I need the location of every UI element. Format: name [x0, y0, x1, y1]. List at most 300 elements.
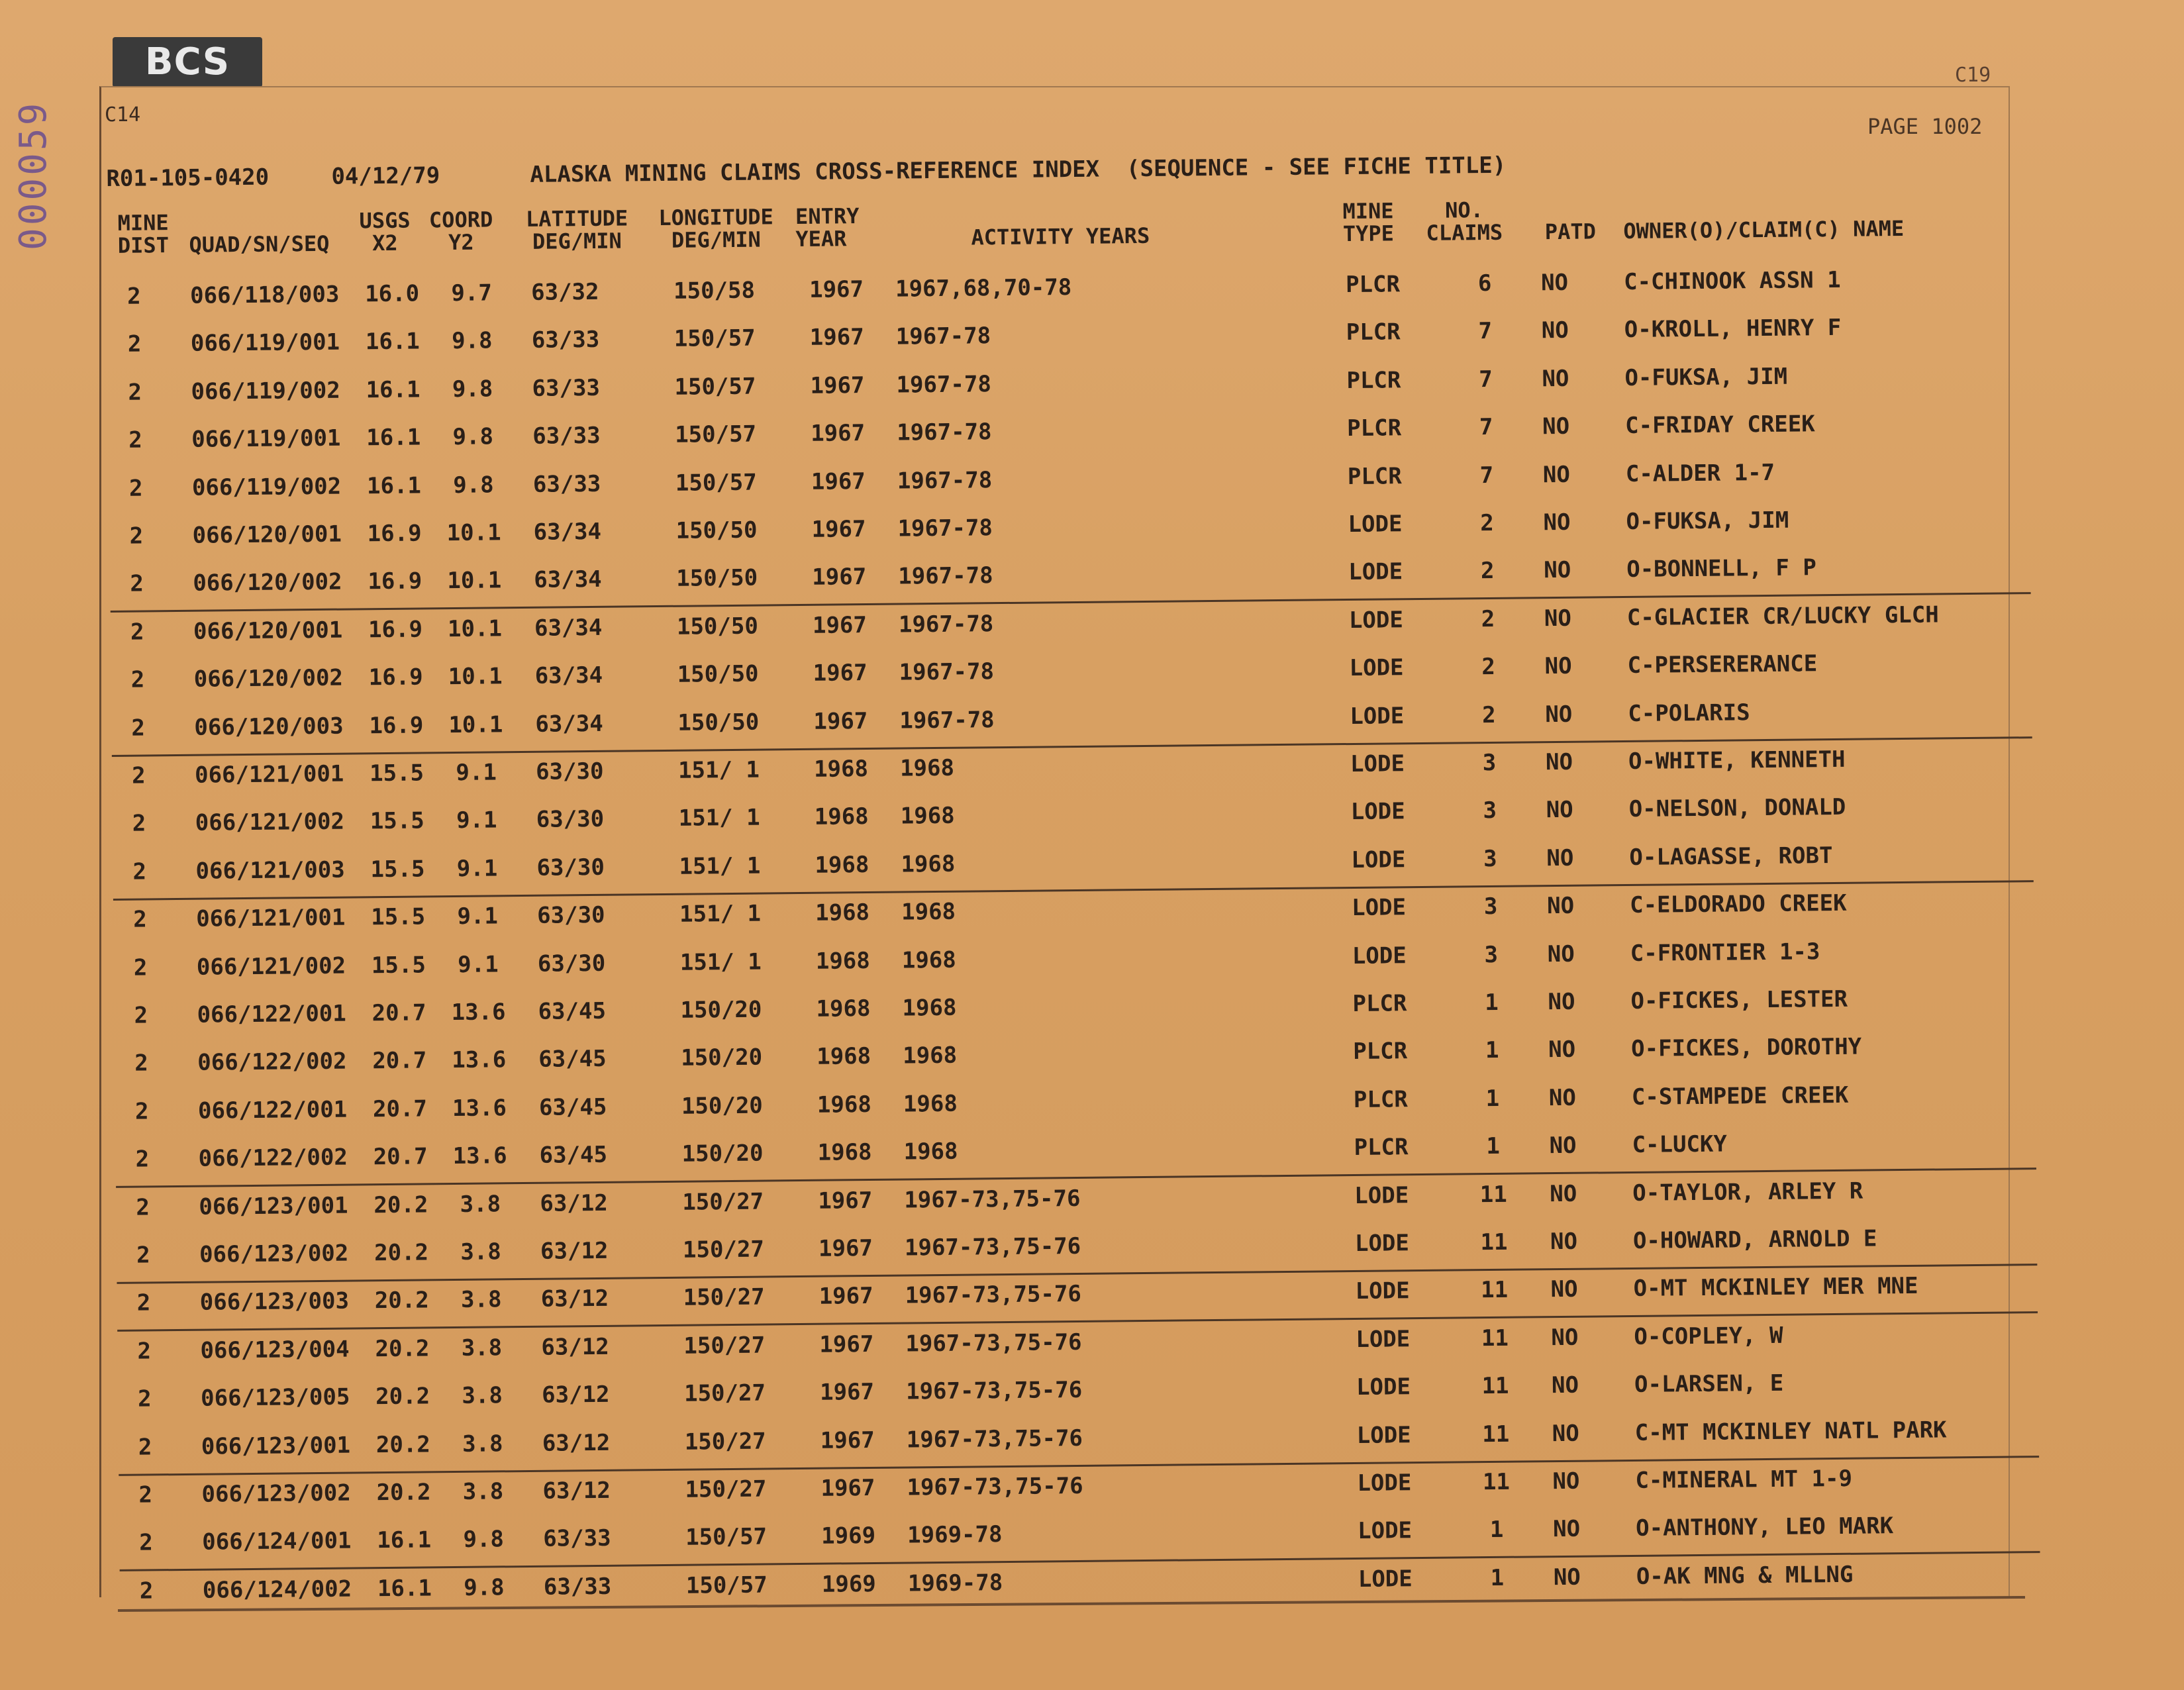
cell-quad: 066/119/001 — [191, 424, 341, 453]
cell-longitude: 150/57 — [673, 324, 756, 353]
cell-longitude: 150/57 — [675, 421, 757, 448]
cell-owner-name: C-ALDER 1-7 — [1625, 459, 1775, 487]
cell-y2: 10.1 — [446, 519, 501, 547]
cell-mine-dist: 2 — [138, 1434, 152, 1461]
cell-mine-dist: 2 — [129, 522, 144, 550]
cell-x2: 20.2 — [374, 1287, 429, 1315]
cell-x2: 15.5 — [369, 760, 424, 787]
cell-x2: 20.7 — [372, 1095, 428, 1122]
cell-entry-year: 1967 — [813, 707, 868, 735]
cell-activity-years: 1967-78 — [897, 466, 993, 495]
cell-quad: 066/123/003 — [199, 1287, 350, 1317]
cell-latitude: 63/12 — [541, 1381, 610, 1409]
cell-no-claims: 3 — [1483, 797, 1497, 824]
cell-entry-year: 1968 — [817, 1139, 872, 1166]
cell-latitude: 63/12 — [542, 1429, 611, 1457]
cell-x2: 20.2 — [376, 1479, 431, 1507]
cell-x2: 20.2 — [375, 1383, 430, 1411]
cell-activity-years: 1967-73,75-76 — [904, 1185, 1081, 1214]
cell-owner-name: C-ELDORADO CREEK — [1629, 890, 1847, 919]
cell-mine-type: LODE — [1350, 702, 1405, 730]
cell-mine-dist: 2 — [136, 1242, 150, 1269]
cell-owner-name: O-NELSON, DONALD — [1628, 794, 1846, 823]
cell-y2: 9.1 — [456, 855, 498, 882]
cell-longitude: 150/27 — [683, 1379, 766, 1407]
cell-mine-type: LODE — [1357, 1517, 1413, 1545]
cell-no-claims: 2 — [1481, 701, 1496, 728]
cell-mine-dist: 2 — [138, 1481, 153, 1509]
cell-mine-dist: 2 — [128, 426, 142, 454]
cell-latitude: 63/30 — [537, 950, 606, 977]
cell-longitude: 150/27 — [682, 1188, 764, 1216]
cell-patd: NO — [1552, 1420, 1579, 1447]
report-content — [106, 127, 2040, 1605]
col-mine-type: MINE TYPE — [1342, 198, 1395, 247]
cell-x2: 20.7 — [372, 999, 426, 1027]
cell-mine-type: PLCR — [1345, 271, 1401, 299]
cell-owner-name: C-FRIDAY CREEK — [1624, 411, 1815, 440]
cell-mine-type: LODE — [1348, 607, 1404, 634]
cell-owner-name: O-LAGASSE, ROBT — [1629, 842, 1833, 871]
cell-no-claims: 2 — [1480, 558, 1495, 585]
cell-activity-years: 1968 — [903, 1138, 958, 1166]
cell-latitude: 63/45 — [538, 1093, 607, 1121]
col-activity-years: ACTIVITY YEARS — [971, 223, 1150, 250]
cell-no-claims: 1 — [1485, 1085, 1500, 1112]
cell-entry-year: 1968 — [817, 1091, 872, 1118]
cell-activity-years: 1968 — [901, 898, 956, 926]
cell-longitude: 151/ 1 — [678, 804, 760, 832]
cell-mine-dist: 2 — [133, 906, 147, 933]
cell-quad: 066/124/001 — [202, 1527, 352, 1556]
cell-entry-year: 1967 — [818, 1187, 873, 1215]
cell-entry-year: 1967 — [812, 611, 868, 639]
cell-owner-name: O-AK MNG & MLLNG — [1636, 1561, 1854, 1590]
cell-activity-years: 1967-78 — [899, 658, 995, 686]
cell-quad: 066/123/001 — [199, 1192, 348, 1220]
cell-activity-years: 1967-73,75-76 — [905, 1328, 1082, 1358]
cell-patd: NO — [1547, 940, 1575, 968]
cell-x2: 16.9 — [369, 712, 424, 739]
cell-patd: NO — [1545, 701, 1573, 728]
cell-patd: NO — [1540, 269, 1569, 297]
cell-no-claims: 2 — [1481, 654, 1496, 681]
cell-mine-dist: 2 — [132, 810, 146, 838]
cell-entry-year: 1968 — [816, 995, 871, 1022]
cell-mine-dist: 2 — [134, 1098, 149, 1125]
cell-patd: NO — [1549, 1132, 1577, 1160]
cell-y2: 3.8 — [461, 1334, 503, 1362]
cell-owner-name: O-BONNELL, F P — [1626, 554, 1817, 583]
cell-y2: 3.8 — [462, 1382, 503, 1410]
cell-owner-name: C-MT MCKINLEY NATL PARK — [1634, 1417, 1947, 1446]
cell-x2: 16.1 — [366, 376, 421, 404]
cell-owner-name: O-FICKES, DOROTHY — [1631, 1034, 1862, 1063]
cell-mine-dist: 2 — [134, 1002, 148, 1029]
cell-mine-type: LODE — [1348, 558, 1403, 586]
cell-longitude: 150/50 — [676, 613, 759, 640]
cell-patd: NO — [1541, 317, 1569, 344]
cell-entry-year: 1967 — [809, 324, 864, 352]
cell-owner-name: O-FUKSA, JIM — [1624, 363, 1788, 391]
cell-mine-type: PLCR — [1347, 462, 1402, 490]
cell-mine-dist: 2 — [132, 858, 147, 885]
cell-y2: 10.1 — [447, 567, 502, 595]
cell-mine-type: LODE — [1349, 654, 1404, 682]
cell-longitude: 150/50 — [676, 564, 758, 593]
cell-longitude: 150/50 — [675, 517, 758, 544]
cell-x2: 16.9 — [368, 568, 422, 595]
cell-x2: 20.2 — [375, 1335, 430, 1362]
cell-longitude: 150/20 — [681, 1092, 763, 1120]
cell-no-claims: 3 — [1483, 893, 1498, 920]
cell-latitude: 63/12 — [542, 1477, 611, 1505]
cell-mine-dist: 2 — [136, 1289, 151, 1317]
cell-activity-years: 1967-73,75-76 — [905, 1377, 1083, 1405]
cell-longitude: 150/57 — [674, 373, 756, 401]
cell-latitude: 63/33 — [532, 470, 601, 498]
cell-entry-year: 1967 — [819, 1379, 875, 1406]
cell-patd: NO — [1550, 1276, 1578, 1303]
cell-mine-dist: 2 — [137, 1385, 152, 1413]
cell-quad: 066/120/001 — [193, 617, 343, 645]
cell-mine-type: LODE — [1351, 846, 1406, 873]
cell-latitude: 63/33 — [543, 1525, 611, 1553]
cell-activity-years: 1968 — [903, 1090, 958, 1118]
cell-activity-years: 1969-78 — [907, 1569, 1003, 1597]
cell-mine-dist: 2 — [126, 283, 141, 310]
cell-quad: 066/121/001 — [194, 760, 344, 789]
col-no-claims: NO. CLAIMS — [1426, 197, 1503, 246]
cell-x2: 16.1 — [366, 472, 422, 499]
cell-mine-dist: 2 — [130, 619, 144, 646]
cell-mine-type: LODE — [1357, 1469, 1412, 1497]
cell-longitude: 150/20 — [681, 1044, 763, 1072]
cell-quad: 066/121/003 — [195, 856, 345, 885]
cell-longitude: 151/ 1 — [679, 852, 761, 880]
cell-mine-type: LODE — [1355, 1277, 1410, 1305]
cell-latitude: 63/34 — [533, 518, 602, 546]
cell-quad: 066/123/005 — [200, 1383, 350, 1412]
cell-no-claims: 7 — [1478, 318, 1493, 345]
cell-latitude: 63/34 — [534, 566, 602, 594]
cell-mine-dist: 2 — [133, 954, 148, 981]
cell-x2: 15.5 — [370, 807, 424, 835]
cell-quad: 066/120/002 — [193, 664, 344, 693]
cell-x2: 16.1 — [377, 1575, 432, 1602]
cell-entry-year: 1968 — [817, 1043, 871, 1071]
cell-activity-years: 1967-78 — [898, 610, 994, 638]
frame-id-right: C19 — [1955, 64, 1991, 87]
cell-quad: 066/123/001 — [201, 1432, 351, 1460]
cell-activity-years: 1967-78 — [898, 562, 993, 590]
report-title: ALASKA MINING CLAIMS CROSS-REFERENCE INDEX (SEQUENCE - SEE FICHE TITLE) — [530, 152, 1507, 188]
cell-x2: 20.7 — [373, 1143, 428, 1171]
cell-patd: NO — [1546, 844, 1574, 871]
cell-entry-year: 1968 — [815, 899, 870, 926]
cell-y2: 13.6 — [452, 1095, 507, 1122]
cell-longitude: 150/57 — [675, 469, 757, 497]
cell-longitude: 150/20 — [680, 996, 762, 1024]
cell-longitude: 150/27 — [683, 1332, 766, 1360]
cell-quad: 066/124/002 — [202, 1575, 352, 1604]
cell-no-claims: 11 — [1481, 1372, 1509, 1400]
cell-entry-year: 1967 — [812, 564, 867, 591]
col-y2: COORD Y2 — [428, 207, 493, 256]
cell-x2: 20.7 — [372, 1047, 427, 1075]
cell-longitude: 150/50 — [677, 709, 760, 736]
cell-entry-year: 1967 — [810, 372, 865, 399]
cell-mine-type: PLCR — [1353, 1038, 1408, 1066]
report-date: 04/12/79 — [331, 162, 440, 190]
cell-latitude: 63/30 — [537, 902, 605, 929]
cell-no-claims: 11 — [1482, 1468, 1511, 1496]
cell-activity-years: 1967-78 — [897, 515, 993, 542]
cell-latitude: 63/12 — [541, 1333, 609, 1361]
cell-longitude: 150/50 — [677, 660, 759, 688]
cell-latitude: 63/45 — [538, 1046, 607, 1073]
cell-longitude: 150/27 — [684, 1428, 766, 1456]
cell-patd: NO — [1542, 413, 1570, 440]
cell-latitude: 63/30 — [536, 854, 605, 881]
col-latitude: LATITUDE DEG/MIN — [525, 205, 628, 254]
cell-activity-years: 1967-78 — [896, 370, 992, 399]
cell-patd: NO — [1542, 365, 1569, 392]
cell-longitude: 150/27 — [683, 1283, 765, 1312]
cell-owner-name: C-CHINOOK ASSN 1 — [1623, 266, 1841, 296]
cell-y2: 9.8 — [464, 1574, 505, 1601]
cell-latitude: 63/12 — [540, 1285, 609, 1313]
cell-mine-dist: 2 — [131, 715, 146, 742]
cell-quad: 066/121/001 — [196, 904, 346, 932]
cell-mine-type: LODE — [1358, 1565, 1413, 1593]
bcs-logo: BCS — [113, 37, 262, 87]
cell-owner-name: C-GLACIER CR/LUCKY GLCH — [1626, 601, 1939, 631]
cell-entry-year: 1968 — [813, 755, 869, 783]
cell-patd: NO — [1548, 1084, 1577, 1111]
cell-patd: NO — [1548, 988, 1575, 1016]
cell-owner-name: O-HOWARD, ARNOLD E — [1632, 1225, 1877, 1254]
cell-latitude: 63/33 — [532, 422, 601, 450]
cell-no-claims: 1 — [1485, 989, 1499, 1017]
cell-no-claims: 11 — [1481, 1324, 1509, 1352]
cell-patd: NO — [1553, 1564, 1581, 1591]
cell-x2: 15.5 — [370, 856, 425, 883]
cell-y2: 13.6 — [452, 1142, 507, 1170]
cell-mine-type: LODE — [1356, 1373, 1411, 1401]
cell-quad: 066/118/003 — [189, 281, 340, 309]
cell-patd: NO — [1550, 1228, 1578, 1256]
cell-owner-name: O-FUKSA, JIM — [1626, 507, 1789, 535]
cell-no-claims: 2 — [1481, 605, 1495, 632]
col-mine-dist: MINE DIST — [117, 210, 170, 258]
cell-patd: NO — [1544, 652, 1572, 680]
cell-quad: 066/122/001 — [197, 1000, 346, 1028]
cell-no-claims: 6 — [1477, 270, 1492, 297]
cell-latitude: 63/12 — [540, 1237, 609, 1265]
cell-latitude: 63/33 — [543, 1573, 612, 1601]
cell-quad: 066/119/001 — [190, 329, 340, 358]
cell-patd: NO — [1552, 1467, 1580, 1495]
cell-entry-year: 1967 — [813, 660, 868, 687]
cell-x2: 20.2 — [373, 1239, 429, 1267]
cell-x2: 16.0 — [365, 280, 420, 308]
cell-entry-year: 1967 — [820, 1426, 875, 1454]
cell-mine-type: LODE — [1352, 942, 1407, 969]
cell-mine-dist: 2 — [135, 1146, 150, 1173]
cell-latitude: 63/33 — [531, 326, 600, 354]
cell-y2: 9.1 — [456, 807, 497, 834]
cell-mine-type: LODE — [1350, 798, 1405, 826]
cell-entry-year: 1967 — [811, 516, 866, 543]
cell-y2: 9.1 — [456, 759, 497, 786]
report-code: R01-105-0420 — [106, 164, 270, 192]
cell-patd: NO — [1544, 605, 1572, 632]
cell-patd: NO — [1551, 1324, 1579, 1351]
cell-y2: 9.8 — [451, 327, 493, 355]
cell-activity-years: 1967-73,75-76 — [907, 1472, 1083, 1501]
cell-entry-year: 1967 — [811, 420, 866, 447]
cell-no-claims: 11 — [1479, 1181, 1507, 1208]
cell-activity-years: 1967-78 — [899, 706, 995, 734]
cell-quad: 066/122/002 — [197, 1048, 347, 1077]
cell-x2: 16.9 — [367, 520, 422, 548]
cell-mine-dist: 2 — [128, 475, 143, 502]
cell-y2: 13.6 — [452, 1046, 507, 1074]
cell-owner-name: C-LUCKY — [1632, 1130, 1728, 1159]
cell-mine-dist: 2 — [128, 379, 142, 406]
cell-y2: 3.8 — [460, 1286, 502, 1314]
cell-patd: NO — [1552, 1516, 1581, 1543]
cell-mine-dist: 2 — [139, 1529, 153, 1557]
cell-x2: 16.1 — [366, 424, 421, 452]
cell-entry-year: 1967 — [819, 1283, 873, 1311]
cell-mine-type: PLCR — [1353, 1085, 1408, 1113]
cell-patd: NO — [1546, 797, 1573, 824]
cell-no-claims: 2 — [1480, 509, 1494, 537]
col-x2: USGS X2 — [359, 207, 411, 256]
cell-activity-years: 1968 — [901, 946, 956, 974]
cell-longitude: 151/ 1 — [677, 756, 760, 784]
cell-owner-name: C-POLARIS — [1628, 699, 1750, 727]
cell-entry-year: 1967 — [819, 1330, 874, 1358]
side-document-number: 000059 — [12, 100, 55, 251]
cell-no-claims: 11 — [1481, 1277, 1509, 1304]
cell-activity-years: 1968 — [902, 994, 957, 1022]
cell-activity-years: 1967-78 — [895, 323, 991, 350]
cell-owner-name: C-FRONTIER 1-3 — [1630, 938, 1820, 967]
cell-mine-dist: 2 — [131, 762, 146, 789]
cell-y2: 9.8 — [453, 471, 494, 499]
cell-quad: 066/123/002 — [201, 1479, 351, 1508]
cell-x2: 16.9 — [368, 664, 423, 691]
cell-x2: 20.2 — [373, 1191, 428, 1218]
cell-longitude: 150/20 — [681, 1140, 764, 1168]
cell-x2: 15.5 — [371, 952, 426, 979]
cell-no-claims: 7 — [1479, 462, 1494, 489]
cell-owner-name: O-TAYLOR, ARLEY R — [1632, 1177, 1863, 1207]
cell-activity-years: 1969-78 — [907, 1521, 1003, 1549]
cell-longitude: 150/27 — [685, 1475, 767, 1503]
cell-mine-type: LODE — [1350, 750, 1405, 778]
cell-quad: 066/120/002 — [193, 568, 342, 597]
cell-entry-year: 1968 — [815, 947, 870, 975]
cell-mine-type: PLCR — [1352, 990, 1407, 1017]
cell-mine-dist: 2 — [134, 1050, 148, 1077]
cell-no-claims: 1 — [1489, 1516, 1504, 1544]
cell-quad: 066/121/002 — [195, 808, 345, 837]
cell-entry-year: 1967 — [820, 1474, 875, 1502]
cell-mine-dist: 2 — [136, 1194, 150, 1221]
cell-mine-type: PLCR — [1354, 1134, 1409, 1162]
cell-entry-year: 1967 — [811, 468, 866, 495]
cell-latitude: 63/33 — [532, 374, 601, 402]
col-quad: QUAD/SN/SEQ — [189, 230, 330, 258]
cell-x2: 16.1 — [377, 1526, 432, 1554]
cell-y2: 3.8 — [462, 1478, 504, 1505]
cell-owner-name: O-LARSEN, E — [1634, 1369, 1784, 1399]
cell-y2: 9.7 — [451, 279, 493, 307]
cell-entry-year: 1969 — [821, 1570, 876, 1598]
cell-patd: NO — [1545, 748, 1573, 776]
cell-longitude: 151/ 1 — [679, 900, 762, 928]
cell-mine-type: LODE — [1356, 1325, 1411, 1353]
cell-no-claims: 1 — [1486, 1133, 1501, 1160]
cell-latitude: 63/34 — [534, 614, 603, 642]
cell-owner-name: O-ANTHONY, LEO MARK — [1635, 1513, 1894, 1542]
cell-activity-years: 1968 — [901, 850, 956, 878]
cell-owner-name: C-PERSERERANCE — [1627, 650, 1818, 679]
col-patd: PATD — [1544, 219, 1597, 245]
col-owner-claim-name: OWNER(O)/CLAIM(C) NAME — [1623, 215, 1905, 244]
cell-y2: 10.1 — [448, 711, 503, 738]
cell-mine-dist: 2 — [130, 570, 144, 598]
cell-mine-dist: 2 — [130, 666, 145, 693]
cell-activity-years: 1967,68,70-78 — [895, 274, 1072, 303]
cell-mine-dist: 2 — [137, 1338, 152, 1365]
cell-mine-type: LODE — [1354, 1230, 1410, 1257]
cell-x2: 20.2 — [375, 1430, 430, 1458]
cell-no-claims: 3 — [1482, 749, 1497, 777]
cell-owner-name: O-KROLL, HENRY F — [1624, 315, 1842, 344]
cell-no-claims: 11 — [1482, 1420, 1510, 1448]
cell-activity-years: 1968 — [903, 1042, 958, 1069]
cell-y2: 10.1 — [447, 615, 503, 642]
cell-activity-years: 1967-78 — [897, 419, 992, 446]
cell-longitude: 150/27 — [682, 1236, 765, 1264]
cell-longitude: 151/ 1 — [679, 948, 762, 976]
col-entry-year: ENTRY YEAR — [795, 203, 860, 252]
page-number: PAGE 1002 — [1867, 114, 1983, 139]
cell-latitude: 63/30 — [535, 758, 604, 785]
cell-no-claims: 1 — [1485, 1037, 1499, 1064]
cell-latitude: 63/32 — [530, 278, 599, 306]
cell-y2: 10.1 — [448, 663, 503, 691]
cell-mine-type: LODE — [1356, 1421, 1411, 1449]
cell-patd: NO — [1551, 1371, 1579, 1399]
cell-owner-name: C-STAMPEDE CREEK — [1631, 1081, 1849, 1111]
cell-patd: NO — [1546, 892, 1575, 920]
cell-mine-type: PLCR — [1346, 415, 1402, 442]
cell-mine-type: LODE — [1351, 894, 1407, 922]
cell-mine-dist: 2 — [139, 1577, 154, 1605]
cell-no-claims: 3 — [1483, 845, 1497, 872]
cell-longitude: 150/57 — [685, 1523, 768, 1552]
col-longitude: LONGITUDE DEG/MIN — [658, 204, 773, 253]
cell-mine-type: PLCR — [1346, 367, 1401, 394]
cell-owner-name: O-COPLEY, W — [1634, 1322, 1783, 1350]
cell-quad: 066/123/002 — [199, 1240, 349, 1268]
